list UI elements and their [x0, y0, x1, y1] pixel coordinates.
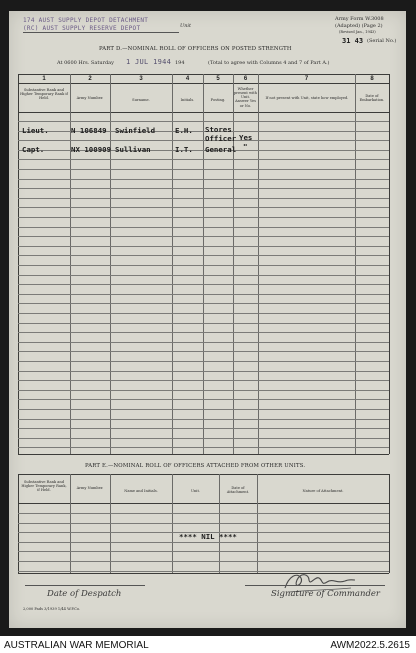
header-army-number: Army Number.	[76, 96, 104, 100]
row2-present: "	[243, 142, 248, 151]
at-line-prefix: At 0600 Hrs. Saturday	[57, 60, 114, 66]
printer-note: 2,000 Pads 3/1939 1/44 W.P.Co.	[23, 607, 81, 611]
part-e-title: PART E.—NOMINAL ROLL OF OFFICERS ATTACHED FROM OTHER UNITS.	[85, 463, 306, 469]
col-num-8: 8	[370, 76, 374, 82]
col-num-2: 2	[88, 76, 92, 82]
row2-surname: Sullivan	[115, 145, 151, 154]
ruled-line	[18, 246, 389, 247]
e-header-army-number: Army Number.	[76, 486, 104, 490]
serial-number: 31 43	[342, 37, 364, 45]
ruled-line	[18, 207, 389, 208]
form-revised: (Revised Jan., 1943)	[339, 30, 376, 34]
header-whether-present: Whether present with Unit. Answer Yes or No.	[234, 87, 258, 108]
ruled-line	[18, 542, 389, 543]
row1-rank: Lieut.	[22, 126, 49, 135]
serial-label: (Serial No.)	[367, 38, 397, 44]
e-header-rank: Substantive Rank and Higher Temporary Rank, if Held.	[21, 480, 67, 493]
part-d-vline	[389, 74, 390, 454]
footer-accession-number: AWM2022.5.2615	[330, 640, 410, 651]
ruled-line	[18, 227, 389, 228]
unit-label: Unit	[180, 23, 192, 29]
ruled-line	[18, 447, 389, 448]
e-header-date-attachment: Date of Attachment.	[226, 486, 250, 495]
e-header-nature: Nature of Attachment.	[302, 489, 344, 493]
ruled-line	[18, 361, 389, 362]
row2-initials: I.T.	[175, 145, 193, 154]
ruled-line	[18, 351, 389, 352]
ruled-line	[18, 284, 389, 285]
part-e-nil: **** NIL ****	[179, 532, 237, 541]
date-of-despatch-label: Date of Despatch	[47, 589, 122, 599]
ruled-line	[18, 419, 389, 420]
ruled-line	[18, 236, 389, 237]
ruled-line	[18, 561, 389, 562]
ruled-line	[18, 188, 389, 189]
signature-line	[245, 585, 385, 586]
part-e-header-border	[18, 503, 389, 504]
ruled-line	[18, 438, 389, 439]
row1-posting: Stores Officer	[205, 125, 237, 143]
ruled-line	[18, 140, 389, 141]
row1-present: Yes	[239, 133, 253, 142]
unit-stamp-line-2: (RC) AUST SUPPLY RESERVE DEPOT	[23, 25, 141, 32]
col-num-3: 3	[139, 76, 143, 82]
unit-underline	[23, 32, 179, 33]
col-num-1: 1	[42, 76, 46, 82]
part-e-top-border	[18, 474, 389, 475]
ruled-line	[18, 380, 389, 381]
row1-army-number: N 106849	[71, 126, 107, 135]
part-e-vline	[389, 474, 390, 573]
ruled-line	[18, 390, 389, 391]
ruled-line	[18, 323, 389, 324]
e-header-name: Name and Initials.	[124, 489, 158, 493]
header-embarkation: Date of Embarkation.	[359, 94, 385, 103]
ruled-line	[18, 303, 389, 304]
ruled-line	[18, 332, 389, 333]
row2-posting: General	[205, 145, 237, 154]
header-initials: Initials.	[180, 98, 195, 102]
footer-institution: AUSTRALIAN WAR MEMORIAL	[4, 640, 149, 651]
ruled-line	[18, 371, 389, 372]
ruled-line	[18, 523, 389, 524]
col-num-7: 7	[304, 76, 309, 82]
ruled-line	[18, 294, 389, 295]
col-num-6: 6	[243, 76, 248, 82]
header-posting: Posting.	[210, 98, 226, 102]
row2-army-number: NX 100909	[71, 145, 112, 154]
ruled-line	[18, 179, 389, 180]
col-num-5: 5	[216, 76, 220, 82]
ruled-line	[18, 217, 389, 218]
ruled-line	[18, 551, 389, 552]
ruled-line	[18, 265, 389, 266]
e-header-unit: Unit.	[190, 489, 201, 493]
at-line-suffix: (Total to agree with Columns 4 and 7 of Part A.)	[208, 60, 330, 66]
ruled-line	[18, 121, 389, 122]
ruled-line	[18, 342, 389, 343]
row1-initials: E.H.	[175, 126, 193, 135]
date-stamp: 1 JUL 1944	[126, 58, 172, 66]
army-form-page	[9, 11, 406, 628]
unit-stamp-line-1: 174 AUST SUPPLY DEPOT DETACHMENT	[23, 17, 149, 24]
ruled-line	[18, 399, 389, 400]
ruled-line	[18, 255, 389, 256]
ruled-line	[18, 513, 389, 514]
row2-rank: Capt.	[22, 145, 45, 154]
row1-surname: Swinfield	[115, 126, 156, 135]
ruled-line	[18, 198, 389, 199]
header-how-employed: If not present with Unit, state how employed.	[265, 96, 349, 100]
part-d-bottom-border	[18, 454, 389, 455]
at-line-year: 194	[175, 60, 185, 66]
col-num-4: 4	[185, 76, 190, 82]
signature-of-commander-label: Signature of Commander	[271, 589, 380, 599]
header-surname: Surname.	[132, 98, 150, 102]
part-d-title: PART D.—NOMINAL ROLL OF OFFICERS ON POSTED STRENGTH	[99, 46, 292, 52]
ruled-line	[18, 169, 389, 170]
ruled-line	[18, 159, 389, 160]
ruled-line	[18, 428, 389, 429]
ruled-line	[18, 313, 389, 314]
form-number: Army Form W.3008	[335, 16, 384, 22]
form-adapted: (Adapted) (Page 2)	[335, 23, 383, 29]
ruled-line	[18, 409, 389, 410]
ruled-line	[18, 275, 389, 276]
header-rank: Substantive Rank and Higher Temporary Rank if Held.	[20, 88, 68, 101]
despatch-line	[25, 585, 145, 586]
